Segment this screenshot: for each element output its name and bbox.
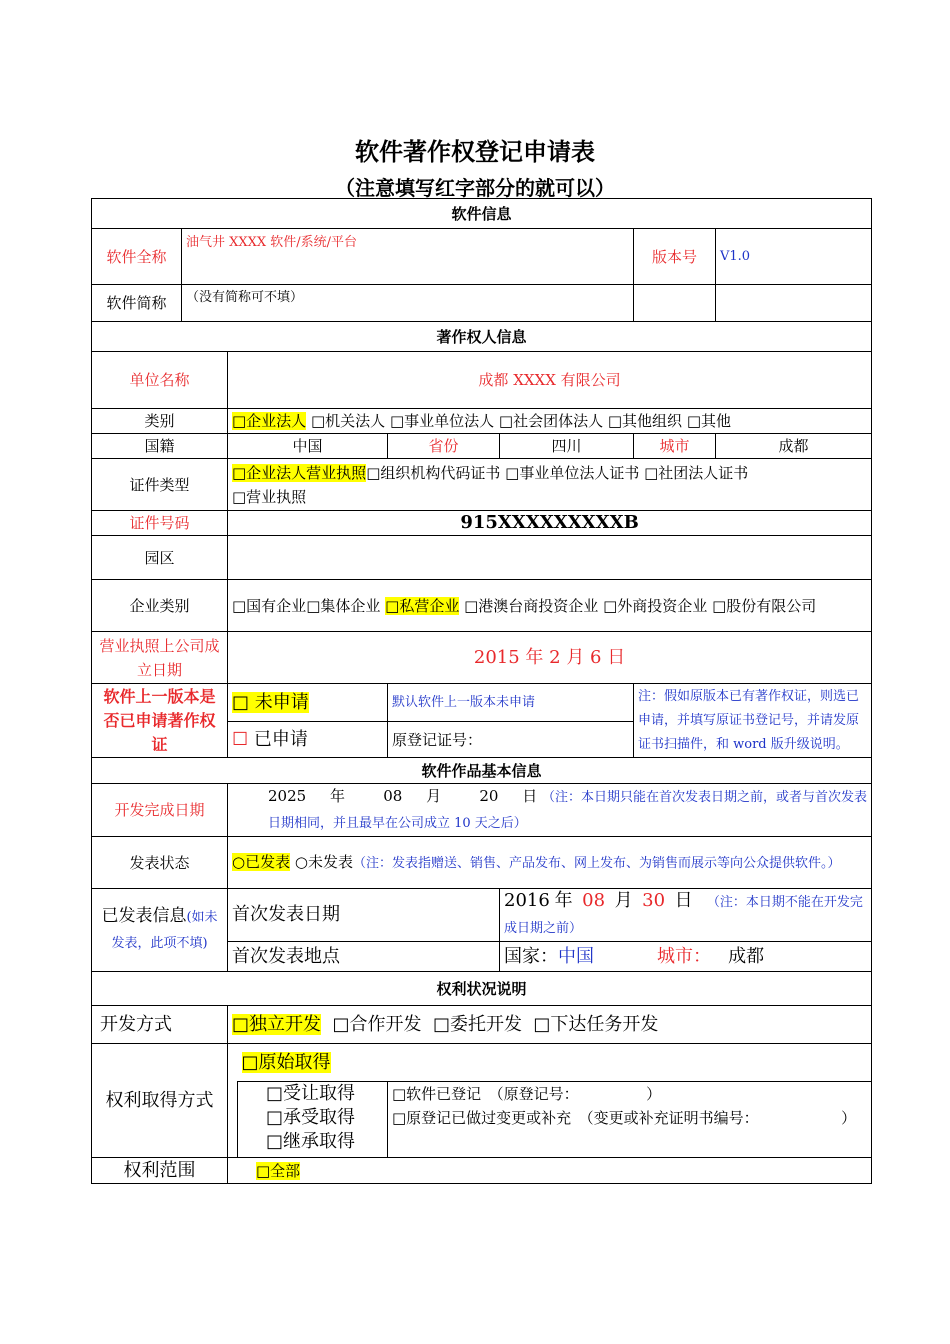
- category-option-government[interactable]: □机关法人: [310, 412, 386, 430]
- cert-option-business-license[interactable]: □企业法人营业执照: [232, 463, 367, 482]
- inherit-option[interactable]: □继承取得: [266, 1131, 356, 1152]
- section-basic-info: 软件作品基本信息: [92, 758, 872, 784]
- page-title: 软件著作权登记申请表: [355, 137, 595, 166]
- city-label: 城市: [634, 434, 716, 459]
- park-field[interactable]: [228, 536, 872, 580]
- rights-scope-label: 权利范围: [92, 1158, 228, 1184]
- dev-mode-independent[interactable]: □独立开发: [232, 1013, 322, 1035]
- park-label: 园区: [92, 536, 228, 580]
- pub-year-unit: 年: [554, 890, 573, 911]
- spacer-cell: [228, 1082, 238, 1158]
- section-rights-info: 权利状况说明: [92, 972, 872, 1006]
- previous-not-applied-cell: [228, 684, 388, 722]
- cert-no-field[interactable]: 915XXXXXXXXXB: [228, 511, 872, 536]
- cert-type-options: [228, 459, 872, 511]
- published-radio[interactable]: ○已发表: [232, 852, 291, 871]
- dev-mode-cooperative[interactable]: □合作开发: [332, 1013, 422, 1035]
- published-info-label: 已发表信息: [101, 906, 187, 926]
- category-option-institution[interactable]: □事业单位法人: [389, 412, 495, 430]
- unit-name-field[interactable]: 成都 XXXX 有限公司: [228, 352, 872, 409]
- cert-option-society[interactable]: □社团法人证书: [644, 463, 749, 482]
- changed-option[interactable]: □原登记已做过变更或补充 （变更或补充证明书编号： ）: [392, 1109, 857, 1127]
- registered-option[interactable]: □软件已登记 （原登记号： ）: [392, 1085, 662, 1103]
- pub-month: 08: [582, 890, 606, 911]
- pub-month-unit: 月: [614, 890, 633, 911]
- pub-day: 30: [642, 890, 666, 911]
- software-short-name-label: 软件简称: [92, 285, 182, 322]
- published-info-note: (如未发表，此项不填): [111, 910, 218, 951]
- enterprise-option-foreign[interactable]: □外商投资企业: [603, 596, 708, 615]
- previous-version-note: 注：假如原版本已有著作权证，则选已申请，并填写原证书登记号，并请发原证书扫描件，和 word 版升级说明。: [634, 684, 872, 758]
- pub-country-value: 中国: [558, 945, 594, 967]
- publish-note: （注：发表指赠送、销售、产品发布、网上发布、为销售而展示等向公众提供软件。）: [352, 855, 841, 871]
- unpublished-radio[interactable]: ○未发表: [294, 852, 353, 871]
- dev-year-unit: 年: [330, 787, 346, 805]
- acquire-method-label: 权利取得方式: [92, 1044, 228, 1158]
- unit-name-label: 单位名称: [92, 352, 228, 409]
- category-option-social[interactable]: □社会团体法人: [498, 412, 604, 430]
- section-owner-info: 著作权人信息: [92, 322, 872, 352]
- dev-month: 08: [383, 787, 403, 805]
- cert-option-institution[interactable]: □事业单位法人证书: [505, 463, 640, 482]
- section-software-info: 软件信息: [92, 199, 872, 229]
- dev-mode-commissioned[interactable]: □委托开发: [432, 1013, 522, 1035]
- original-reg-label[interactable]: 原登记证号：: [388, 722, 634, 758]
- pub-city-value: 成都: [728, 945, 765, 967]
- founding-date-field[interactable]: 2015 年 2 月 6 日: [228, 632, 872, 684]
- empty-cell: [634, 285, 716, 322]
- previous-applied-option[interactable]: ☐ 已申请: [228, 722, 388, 758]
- pub-country-label: 国家：: [504, 945, 558, 967]
- first-pub-place-label: 首次发表地点: [228, 942, 500, 972]
- software-full-name-field[interactable]: 油气井 XXXX 软件/系统/平台: [182, 229, 634, 285]
- dev-date-field[interactable]: [228, 784, 872, 837]
- dev-day-unit: 日: [522, 787, 538, 805]
- dev-mode-label: 开发方式: [92, 1006, 228, 1044]
- province-field[interactable]: 四川: [500, 434, 634, 459]
- application-form-table: [91, 198, 872, 1184]
- pub-day-unit: 日: [674, 890, 693, 911]
- published-info-cell: [92, 889, 228, 972]
- transfer-option[interactable]: □受让取得: [266, 1083, 356, 1104]
- country-field[interactable]: 中国: [228, 434, 388, 459]
- publish-status-label: 发表状态: [92, 837, 228, 889]
- nationality-label: 国籍: [92, 434, 228, 459]
- province-label: 省份: [388, 434, 500, 459]
- rights-scope-all-option[interactable]: □全部: [256, 1161, 301, 1180]
- enterprise-option-state[interactable]: □国有企业: [232, 596, 307, 615]
- empty-cell: [716, 285, 872, 322]
- cert-type-label: 证件类型: [92, 459, 228, 511]
- cert-option-license[interactable]: □营业执照: [232, 487, 307, 506]
- enterprise-option-hkmt[interactable]: □港澳台商投资企业: [464, 596, 599, 615]
- software-full-name-label: 软件全称: [92, 229, 182, 285]
- cert-no-label: 证件号码: [92, 511, 228, 536]
- pub-city-label: 城市：: [656, 945, 711, 967]
- dev-year: 2025: [268, 787, 307, 805]
- previous-version-label: 软件上一版本是否已申请著作权证: [92, 684, 228, 758]
- enterprise-option-private[interactable]: □私营企业: [385, 596, 460, 615]
- category-option-enterprise[interactable]: □企业法人: [232, 412, 307, 430]
- derived-acquire-options: [238, 1082, 388, 1158]
- first-pub-date-label: 首次发表日期: [228, 889, 500, 942]
- enterprise-option-collective[interactable]: □集体企业: [306, 596, 381, 615]
- dev-date-label: 开发完成日期: [92, 784, 228, 837]
- version-field[interactable]: V1.0: [716, 229, 872, 285]
- spacer-cell: [228, 1044, 238, 1082]
- first-pub-place-field[interactable]: [500, 942, 872, 972]
- enterprise-type-label: 企业类别: [92, 580, 228, 632]
- category-option-other[interactable]: □其他: [686, 412, 732, 430]
- version-label: 版本号: [634, 229, 716, 285]
- category-label: 类别: [92, 409, 228, 434]
- accept-option[interactable]: □承受取得: [266, 1107, 356, 1128]
- founding-date-label: 营业执照上公司成立日期: [92, 632, 228, 684]
- dev-day: 20: [479, 787, 499, 805]
- dev-month-unit: 月: [426, 787, 442, 805]
- first-pub-date-field[interactable]: [500, 889, 872, 942]
- dev-mode-options: [228, 1006, 872, 1044]
- rights-scope-cell: [228, 1158, 872, 1184]
- publish-status-options: [228, 837, 872, 889]
- page-subtitle: （注意填写红字部分的就可以）: [335, 176, 615, 200]
- previous-not-applied-option[interactable]: □ 未申请: [232, 691, 309, 713]
- software-short-name-field[interactable]: （没有简称可不填）: [182, 285, 634, 322]
- pub-year: 2016: [504, 890, 550, 911]
- pub-date-note: （注：本日期不能在开发完成日期之前）: [504, 895, 863, 936]
- enterprise-option-joint-stock[interactable]: □股份有限公司: [712, 596, 817, 615]
- dev-mode-assigned[interactable]: □下达任务开发: [533, 1013, 659, 1035]
- enterprise-type-options: [228, 580, 872, 632]
- original-acquire-option[interactable]: □原始取得: [241, 1051, 331, 1073]
- category-option-other-org[interactable]: □其他组织: [607, 412, 683, 430]
- original-acquire-cell: [238, 1044, 872, 1082]
- cert-option-org-code[interactable]: □组织机构代码证书: [366, 463, 501, 482]
- registration-options: [388, 1082, 872, 1158]
- category-options: [228, 409, 872, 434]
- dev-date-note: （注：本日期只能在首次发表日期之前，或者与首次发表日期相同，并且最早在公司成立 10 天之后）: [268, 790, 868, 831]
- city-field[interactable]: 成都: [716, 434, 872, 459]
- previous-default-note: 默认软件上一版本未申请: [388, 684, 634, 722]
